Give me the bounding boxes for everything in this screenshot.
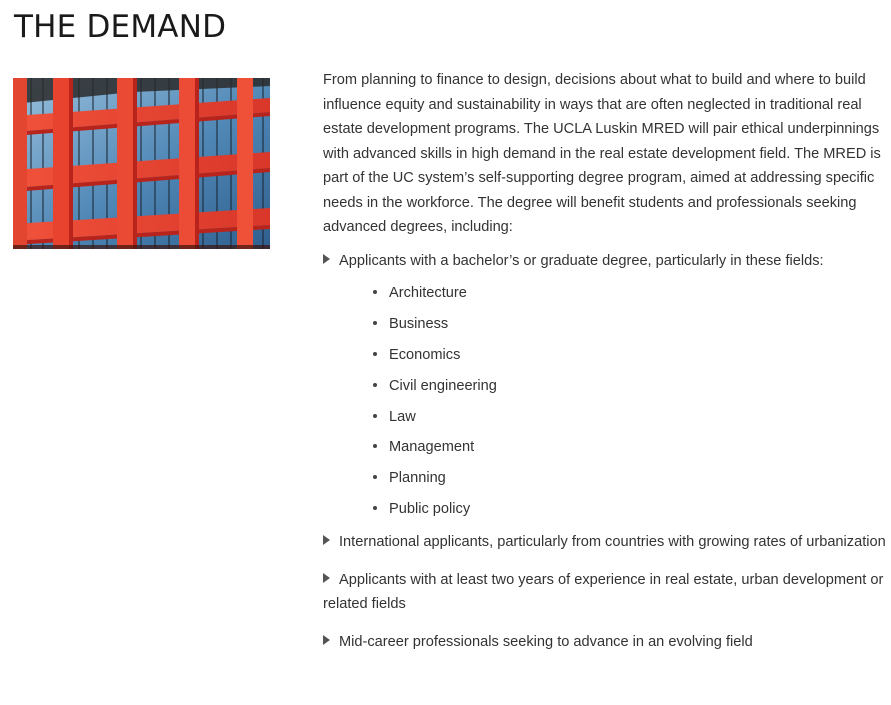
- bullet-dot-icon: [373, 290, 377, 294]
- triangle-right-icon: [323, 635, 330, 645]
- field-label: Law: [389, 408, 416, 425]
- applicant-label: Applicants with a bachelor’s or graduate degree, particularly in these fields:: [339, 252, 824, 269]
- list-item: [373, 437, 889, 458]
- page-title: THE DEMAND: [14, 9, 227, 45]
- list-item: [323, 630, 889, 655]
- triangle-right-icon: [323, 535, 330, 545]
- field-list: [323, 283, 889, 520]
- intro-paragraph: From planning to finance to design, decisions about what to build and where to build influence equity and sustainability in ways that are often neglected in traditional real estate development programs. The UCLA Luskin MRED will pair ethical underpinnings with advanced skills in high demand in the real estate development field. The MRED is part of the UC system’s self-supporting degree program, aimed at addressing specific needs in the workforce. The degree will benefit students and professionals seeking advanced degrees, including:: [323, 72, 881, 235]
- field-label: Architecture: [389, 285, 467, 301]
- field-label: Public policy: [389, 501, 471, 518]
- field-label: Planning: [389, 470, 446, 487]
- field-label: Business: [389, 315, 449, 332]
- list-item: [373, 499, 889, 520]
- field-label: Management: [389, 439, 475, 456]
- applicant-label: International applicants, particularly from countries with growing rates of urbanization: [339, 534, 886, 551]
- applicant-list: [323, 249, 889, 655]
- bullet-dot-icon: [373, 475, 377, 479]
- content-column: [323, 68, 889, 654]
- field-label: Economics: [389, 346, 461, 363]
- bullet-dot-icon: [373, 352, 377, 356]
- field-label: Civil engineering: [389, 377, 497, 394]
- list-item: [373, 376, 889, 397]
- bullet-dot-icon: [373, 414, 377, 418]
- list-item: [373, 468, 889, 489]
- triangle-right-icon: [323, 254, 330, 264]
- bullet-dot-icon: [373, 321, 377, 325]
- list-item: [373, 314, 889, 335]
- list-item: [323, 530, 889, 555]
- hero-image: [13, 78, 270, 249]
- list-item: [373, 407, 889, 428]
- bullet-dot-icon: [373, 506, 377, 510]
- list-item: [373, 345, 889, 366]
- list-item: [323, 249, 889, 521]
- bullet-dot-icon: [373, 444, 377, 448]
- applicant-label: Applicants with at least two years of experience in real estate, urban development or related fields: [323, 571, 884, 613]
- triangle-right-icon: [323, 573, 330, 583]
- applicant-label: Mid-career professionals seeking to advance in an evolving field: [339, 633, 753, 650]
- bullet-dot-icon: [373, 383, 377, 387]
- list-item: [323, 568, 889, 617]
- list-item: [373, 283, 889, 304]
